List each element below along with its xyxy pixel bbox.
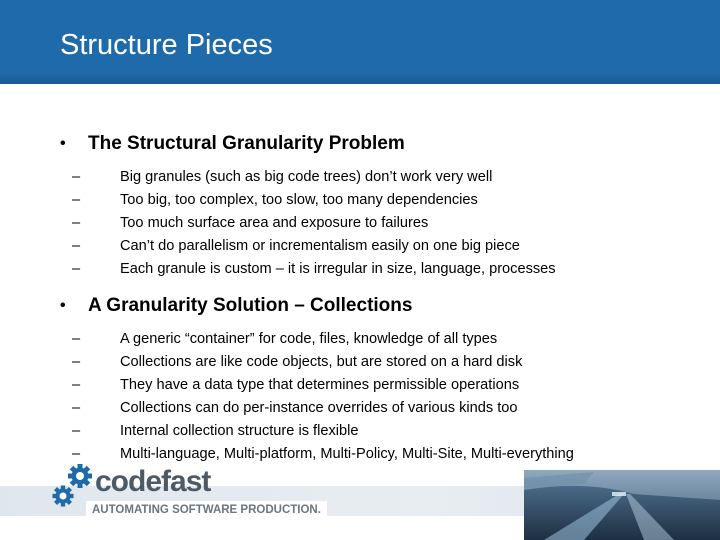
dash-marker: – [72,446,81,462]
section-granularity-solution [60,295,700,466]
list-item [60,258,700,281]
list-item-text: Each granule is custom – it is irregular in size, language, processes [120,261,556,277]
dash-marker: – [72,400,81,416]
logo-wordmark: codefast [95,465,211,498]
list-item [60,351,700,374]
list-item [60,166,700,189]
dash-marker: – [72,238,81,254]
list-item [60,374,700,397]
dash-marker: – [72,354,81,370]
dash-marker: – [72,423,81,439]
list-item [60,235,700,258]
list-item [60,212,700,235]
list-item-text: Can’t do parallelism or incrementalism easily on one big piece [120,238,520,254]
list-item [60,328,700,351]
list-item-text: Collections can do per-instance overrides of various kinds too [120,400,518,416]
section-heading [60,133,700,155]
list-item [60,420,700,443]
sub-point-list [60,328,700,466]
footer-photo [524,470,720,540]
list-item-text: Too much surface area and exposure to failures [120,215,429,231]
list-item-text: A generic “container” for code, files, knowledge of all types [120,331,498,347]
list-item-text: Multi-language, Multi-platform, Multi-Policy, Multi-Site, Multi-everything [120,446,574,462]
section-heading [60,295,700,317]
list-item-text: Collections are like code objects, but are stored on a hard disk [120,354,523,370]
list-item-text: They have a data type that determines permissible operations [120,377,520,393]
list-item [60,397,700,420]
title-bar-shade [0,74,720,84]
dash-marker: – [72,192,81,208]
dash-marker: – [72,169,81,185]
section-structural-problem [60,133,700,281]
list-item-text: Too big, too complex, too slow, too many dependencies [120,192,478,208]
list-item-text: Internal collection structure is flexible [120,423,359,439]
bullet-marker: • [60,135,66,152]
slide-title: Structure Pieces [60,29,273,61]
list-item-text: Big granules (such as big code trees) don’t work very well [120,169,493,185]
bullet-marker: • [60,297,66,314]
list-item [60,189,700,212]
dash-marker: – [72,261,81,277]
dash-marker: – [72,331,81,347]
dash-marker: – [72,215,81,231]
section-heading-text: The Structural Granularity Problem [88,133,405,154]
sub-point-list [60,166,700,281]
dash-marker: – [72,377,81,393]
logo-tagline: AUTOMATING SOFTWARE PRODUCTION. [86,501,327,519]
codefast-logo [52,462,332,522]
section-heading-text: A Granularity Solution – Collections [88,295,413,316]
